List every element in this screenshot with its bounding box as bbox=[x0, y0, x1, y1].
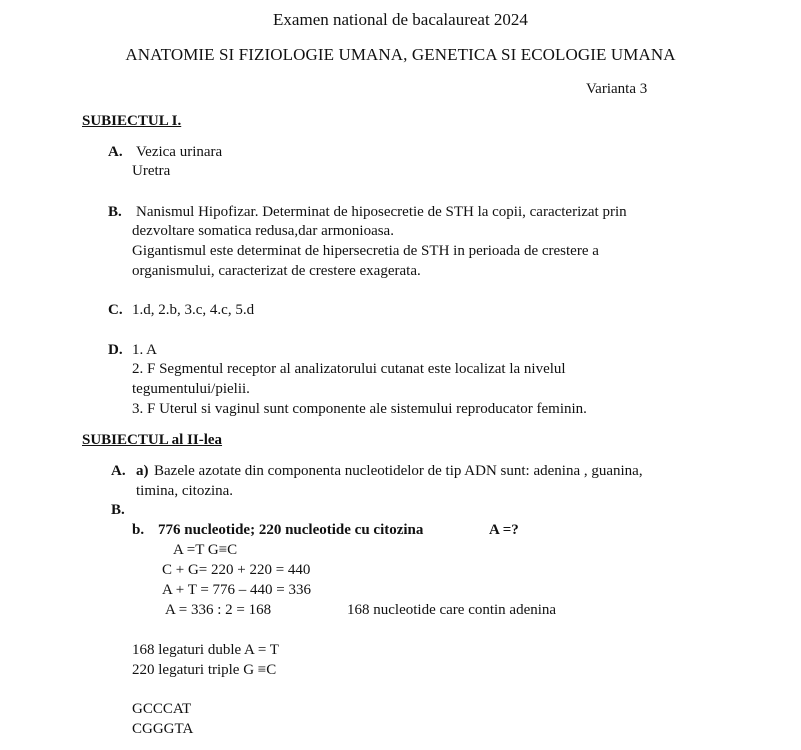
subject2-B-label: B. bbox=[111, 502, 125, 518]
variant-label: Varianta 3 bbox=[586, 81, 648, 97]
subject1-C-label: C. bbox=[108, 302, 123, 318]
calculation-note: 168 nucleotide care contin adenina bbox=[347, 602, 557, 618]
dna-sequence: GCCCAT bbox=[132, 701, 192, 717]
subject2-A-sub-label: a) bbox=[136, 463, 149, 479]
subject2-B-b-label: b. bbox=[132, 522, 145, 538]
subject1-A-label: A. bbox=[108, 144, 123, 160]
calculation-line: C + G= 220 + 220 = 440 bbox=[162, 562, 311, 578]
subject2-A-line: Bazele azotate din componenta nucleotidelor de tip ADN sunt: adenina , guanina, bbox=[154, 463, 643, 479]
subject1-D-label: D. bbox=[108, 342, 123, 358]
subject1-D-line: tegumentului/pielii. bbox=[132, 381, 250, 397]
subject1-heading: SUBIECTUL I. bbox=[82, 113, 182, 129]
subject2-B-b-data: 776 nucleotide; 220 nucleotide cu citozina bbox=[158, 522, 424, 538]
dna-sequence: CGGGTA bbox=[132, 721, 194, 737]
base-pairs-line: A =T G≡C bbox=[173, 542, 238, 558]
subject1-B-line: Nanismul Hipofizar. Determinat de hiposecretie de STH la copii, caracterizat prin bbox=[136, 204, 627, 220]
calculation-line: A = 336 : 2 = 168 bbox=[165, 602, 272, 618]
subject2-B-b-question: A =? bbox=[489, 522, 519, 538]
subject1-B-line: Gigantismul este determinat de hipersecretia de STH in perioada de crestere a bbox=[132, 243, 599, 259]
subject1-C-answers: 1.d, 2.b, 3.c, 4.c, 5.d bbox=[132, 302, 255, 318]
bonds-line: 220 legaturi triple G ≡C bbox=[132, 662, 277, 678]
subject1-D-line: 2. F Segmentul receptor al analizatorului cutanat este localizat la nivelul bbox=[132, 361, 566, 377]
subject1-B-line: dezvoltare somatica redusa,dar armonioasa. bbox=[132, 223, 394, 239]
document-subtitle: ANATOMIE SI FIZIOLOGIE UMANA, GENETICA SI ECOLOGIE UMANA bbox=[125, 45, 676, 64]
subject1-D-line: 3. F Uterul si vaginul sunt componente ale sistemului reproducator feminin. bbox=[132, 401, 587, 417]
calculation-line: A + T = 776 – 440 = 336 bbox=[162, 582, 312, 598]
subject1-D-line: 1. A bbox=[132, 342, 158, 358]
document-title: Examen national de bacalaureat 2024 bbox=[273, 10, 528, 29]
subject1-B-line: organismului, caracterizat de crestere exagerata. bbox=[132, 263, 421, 279]
subject2-A-label: A. bbox=[111, 463, 126, 479]
subject1-A-line: Uretra bbox=[132, 163, 171, 179]
subject2-A-line: timina, citozina. bbox=[136, 483, 234, 499]
subject2-heading: SUBIECTUL al II-lea bbox=[82, 432, 223, 448]
bonds-line: 168 legaturi duble A = T bbox=[132, 642, 279, 658]
subject1-A-line: Vezica urinara bbox=[136, 144, 223, 160]
subject1-B-label: B. bbox=[108, 204, 122, 220]
